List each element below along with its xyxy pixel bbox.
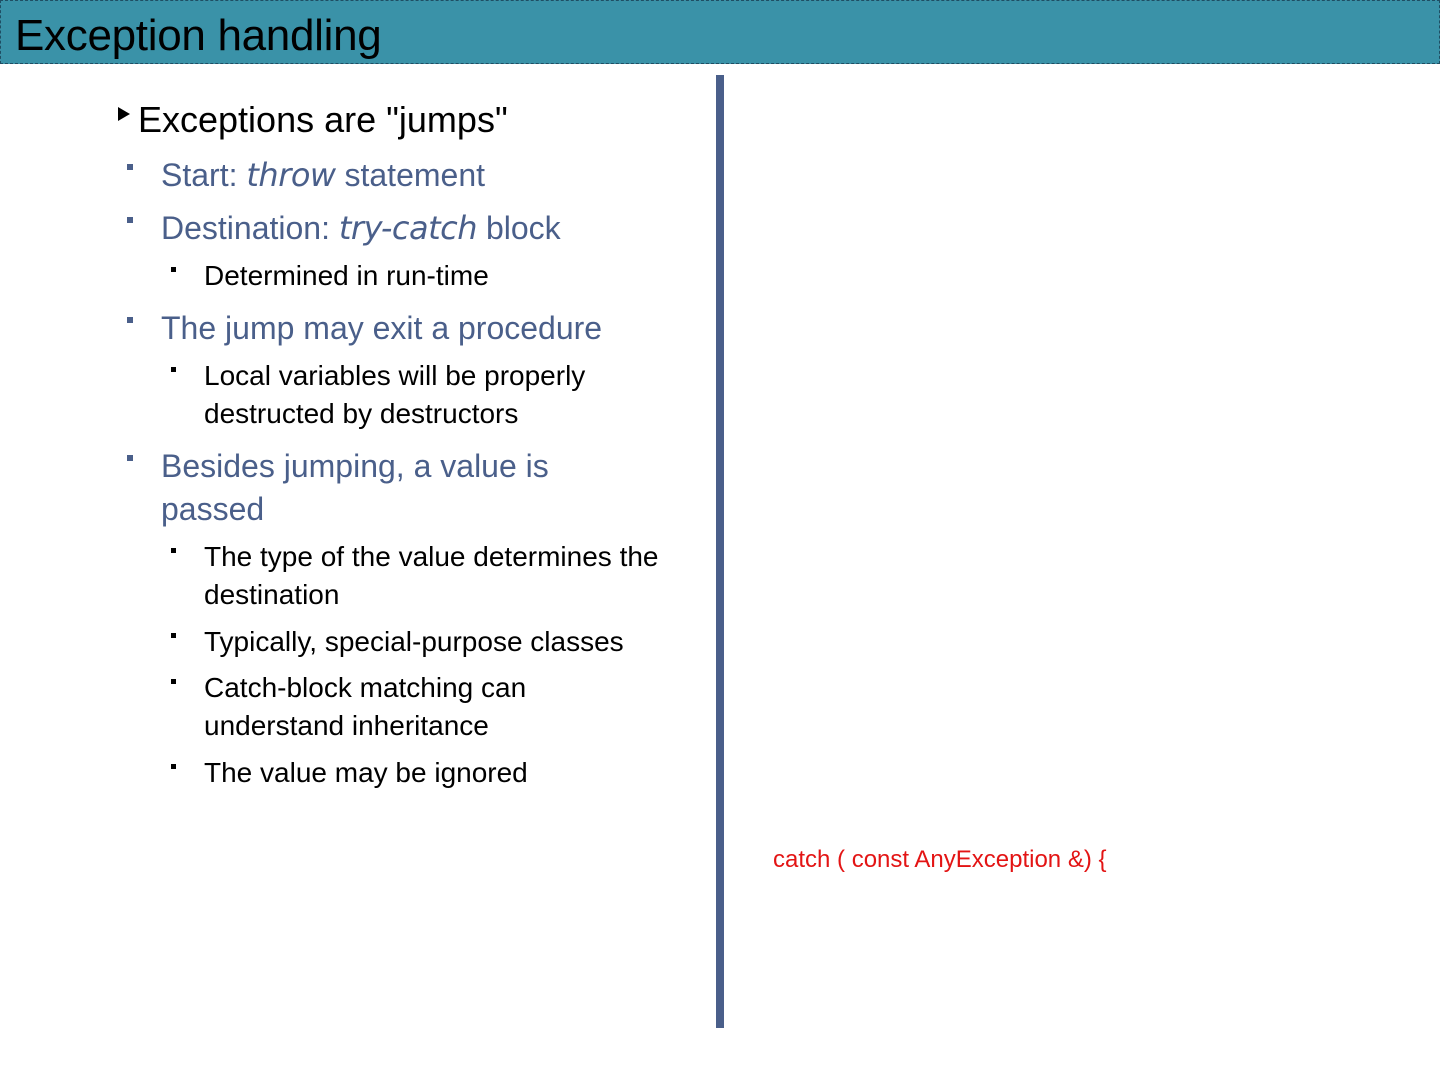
square-bullet-icon [171, 633, 176, 638]
square-bullet-icon [171, 367, 176, 372]
column-divider [716, 75, 724, 1028]
bullet-start-prefix: Start: [161, 157, 247, 193]
bullet-heading [138, 99, 508, 141]
bullet-destination-prefix: Destination: [161, 210, 339, 246]
bullet-list [0, 0, 712, 1080]
square-bullet-icon [127, 164, 133, 170]
bullet-local-vars-text: Local variables will be properly destructed by destructors [204, 360, 586, 429]
bullet-heading-text: Exceptions are "jumps" [138, 99, 508, 140]
keyword-try-catch: try-catch [338, 209, 478, 247]
square-bullet-icon [171, 764, 176, 769]
bullet-destination [161, 207, 681, 250]
bullet-local-vars [204, 357, 644, 433]
bullet-destination-suffix: block [477, 210, 561, 246]
square-bullet-icon [171, 679, 176, 684]
code-catch-line: catch ( const AnyException &) { [773, 846, 1107, 873]
bullet-determined-text: Determined in run-time [204, 260, 489, 291]
bullet-determined [204, 257, 694, 295]
bullet-ignored-text: The value may be ignored [204, 757, 528, 788]
square-bullet-icon [127, 317, 133, 323]
bullet-typically [204, 623, 704, 661]
bullet-type-value-text: The type of the value determines the destination [204, 541, 659, 610]
square-bullet-icon [127, 455, 133, 461]
bullet-jump-exit-text: The jump may exit a procedure [161, 310, 603, 346]
square-bullet-icon [171, 267, 176, 272]
bullet-catch-matching-text: Catch-block matching can understand inheritance [204, 672, 527, 741]
slide-title: Exception handling [15, 11, 382, 60]
triangle-bullet-icon [118, 107, 130, 121]
square-bullet-icon [127, 217, 133, 223]
bullet-besides-text: Besides jumping, a value is passed [161, 448, 549, 527]
bullet-ignored [204, 754, 694, 792]
bullet-typically-text: Typically, special-purpose classes [204, 626, 624, 657]
bullet-jump-exit [161, 307, 681, 350]
bullet-start-suffix: statement [335, 157, 485, 193]
bullet-type-value [204, 538, 674, 614]
bullet-start [161, 154, 681, 197]
square-bullet-icon [171, 548, 176, 553]
bullet-catch-matching [204, 669, 584, 745]
bullet-besides [161, 445, 621, 531]
keyword-throw: throw [246, 156, 336, 194]
